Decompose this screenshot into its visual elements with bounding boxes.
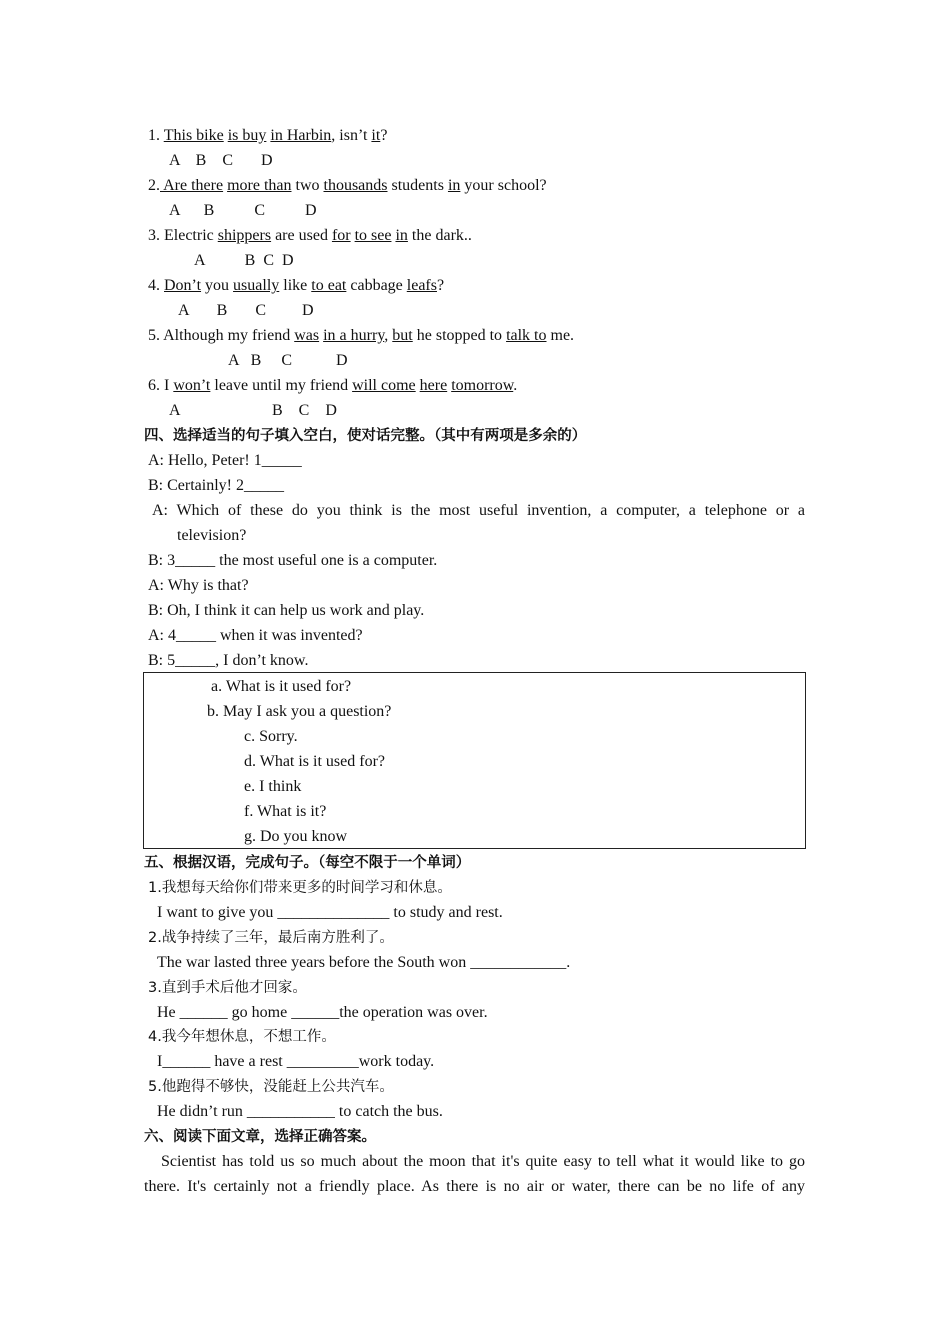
- option-item: g. Do you know: [244, 828, 348, 845]
- option-item: d. What is it used for?: [244, 753, 386, 770]
- question-1-labels: A B C D: [169, 152, 273, 169]
- passage-line: Scientist has told us so much about the moon that it's quite easy to tell what it would like to go: [161, 1153, 805, 1170]
- option-item: b. May I ask you a question?: [207, 703, 392, 720]
- question-6-label-a: A: [169, 402, 181, 419]
- option-item: a. What is it used for?: [211, 678, 352, 695]
- question-4: 4. Don’t you usually like to eat cabbage leafs?: [148, 277, 445, 294]
- english-sentence: He didn’t run ___________ to catch the bus.: [157, 1103, 443, 1120]
- section-5-heading: 五、根据汉语，完成句子。（每空不限于一个单词）: [144, 855, 471, 871]
- dialog-line: B: Oh, I think it can help us work and play.: [148, 602, 425, 619]
- dialog-line: B: Certainly! 2_____: [148, 477, 284, 494]
- question-3-labels: A B C D: [194, 252, 294, 269]
- dialog-line: A: 4_____ when it was invented?: [148, 627, 363, 644]
- question-2-labels: A B C D: [169, 202, 317, 219]
- section-4-heading: 四、选择适当的句子填入空白，使对话完整。（其中有两项是多余的）: [144, 428, 587, 444]
- question-3: 3. Electric shippers are used for to see in the dark..: [148, 227, 472, 244]
- chinese-prompt: 3.直到手术后他才回家。: [148, 980, 307, 996]
- passage-line: there. It's certainly not a friendly place. As there is no air or water, there can be no life of any: [144, 1178, 805, 1195]
- dialog-line: A: Which of these do you think is the most useful invention, a computer, a telephone or a: [152, 502, 805, 519]
- english-sentence: I______ have a rest _________work today.: [157, 1053, 435, 1070]
- chinese-prompt: 1.我想每天给你们带来更多的时间学习和休息。: [148, 880, 452, 896]
- section-6-heading: 六、阅读下面文章，选择正确答案。: [144, 1129, 376, 1145]
- dialog-line: television?: [177, 527, 247, 544]
- options-box: [143, 672, 806, 849]
- question-6-labels-bcd: B C D: [272, 402, 337, 419]
- english-sentence: The war lasted three years before the South won ____________.: [157, 954, 571, 971]
- chinese-prompt: 4.我今年想休息，不想工作。: [148, 1029, 336, 1045]
- english-sentence: I want to give you ______________ to study and rest.: [157, 904, 503, 921]
- option-item: e. I think: [244, 778, 302, 795]
- english-sentence: He ______ go home ______the operation was over.: [157, 1004, 488, 1021]
- question-5-labels: A B C D: [228, 352, 348, 369]
- chinese-prompt: 2.战争持续了三年，最后南方胜利了。: [148, 930, 394, 946]
- dialog-line: B: 5_____, I don’t know.: [148, 652, 309, 669]
- option-item: f. What is it?: [244, 803, 327, 820]
- question-1: 1. This bike is buy in Harbin, isn’t it?: [148, 127, 388, 144]
- question-5: 5. Although my friend was in a hurry, but he stopped to talk to me.: [148, 327, 575, 344]
- option-item: c. Sorry.: [244, 728, 298, 745]
- dialog-line: A: Why is that?: [148, 577, 249, 594]
- question-6: 6. I won’t leave until my friend will come here tomorrow.: [148, 377, 518, 394]
- chinese-prompt: 5.他跑得不够快，没能赶上公共汽车。: [148, 1079, 394, 1095]
- dialog-line: A: Hello, Peter! 1_____: [148, 452, 302, 469]
- question-2: 2. Are there more than two thousands students in your school?: [148, 177, 547, 194]
- dialog-line: B: 3_____ the most useful one is a computer.: [148, 552, 438, 569]
- question-4-labels: A B C D: [178, 302, 314, 319]
